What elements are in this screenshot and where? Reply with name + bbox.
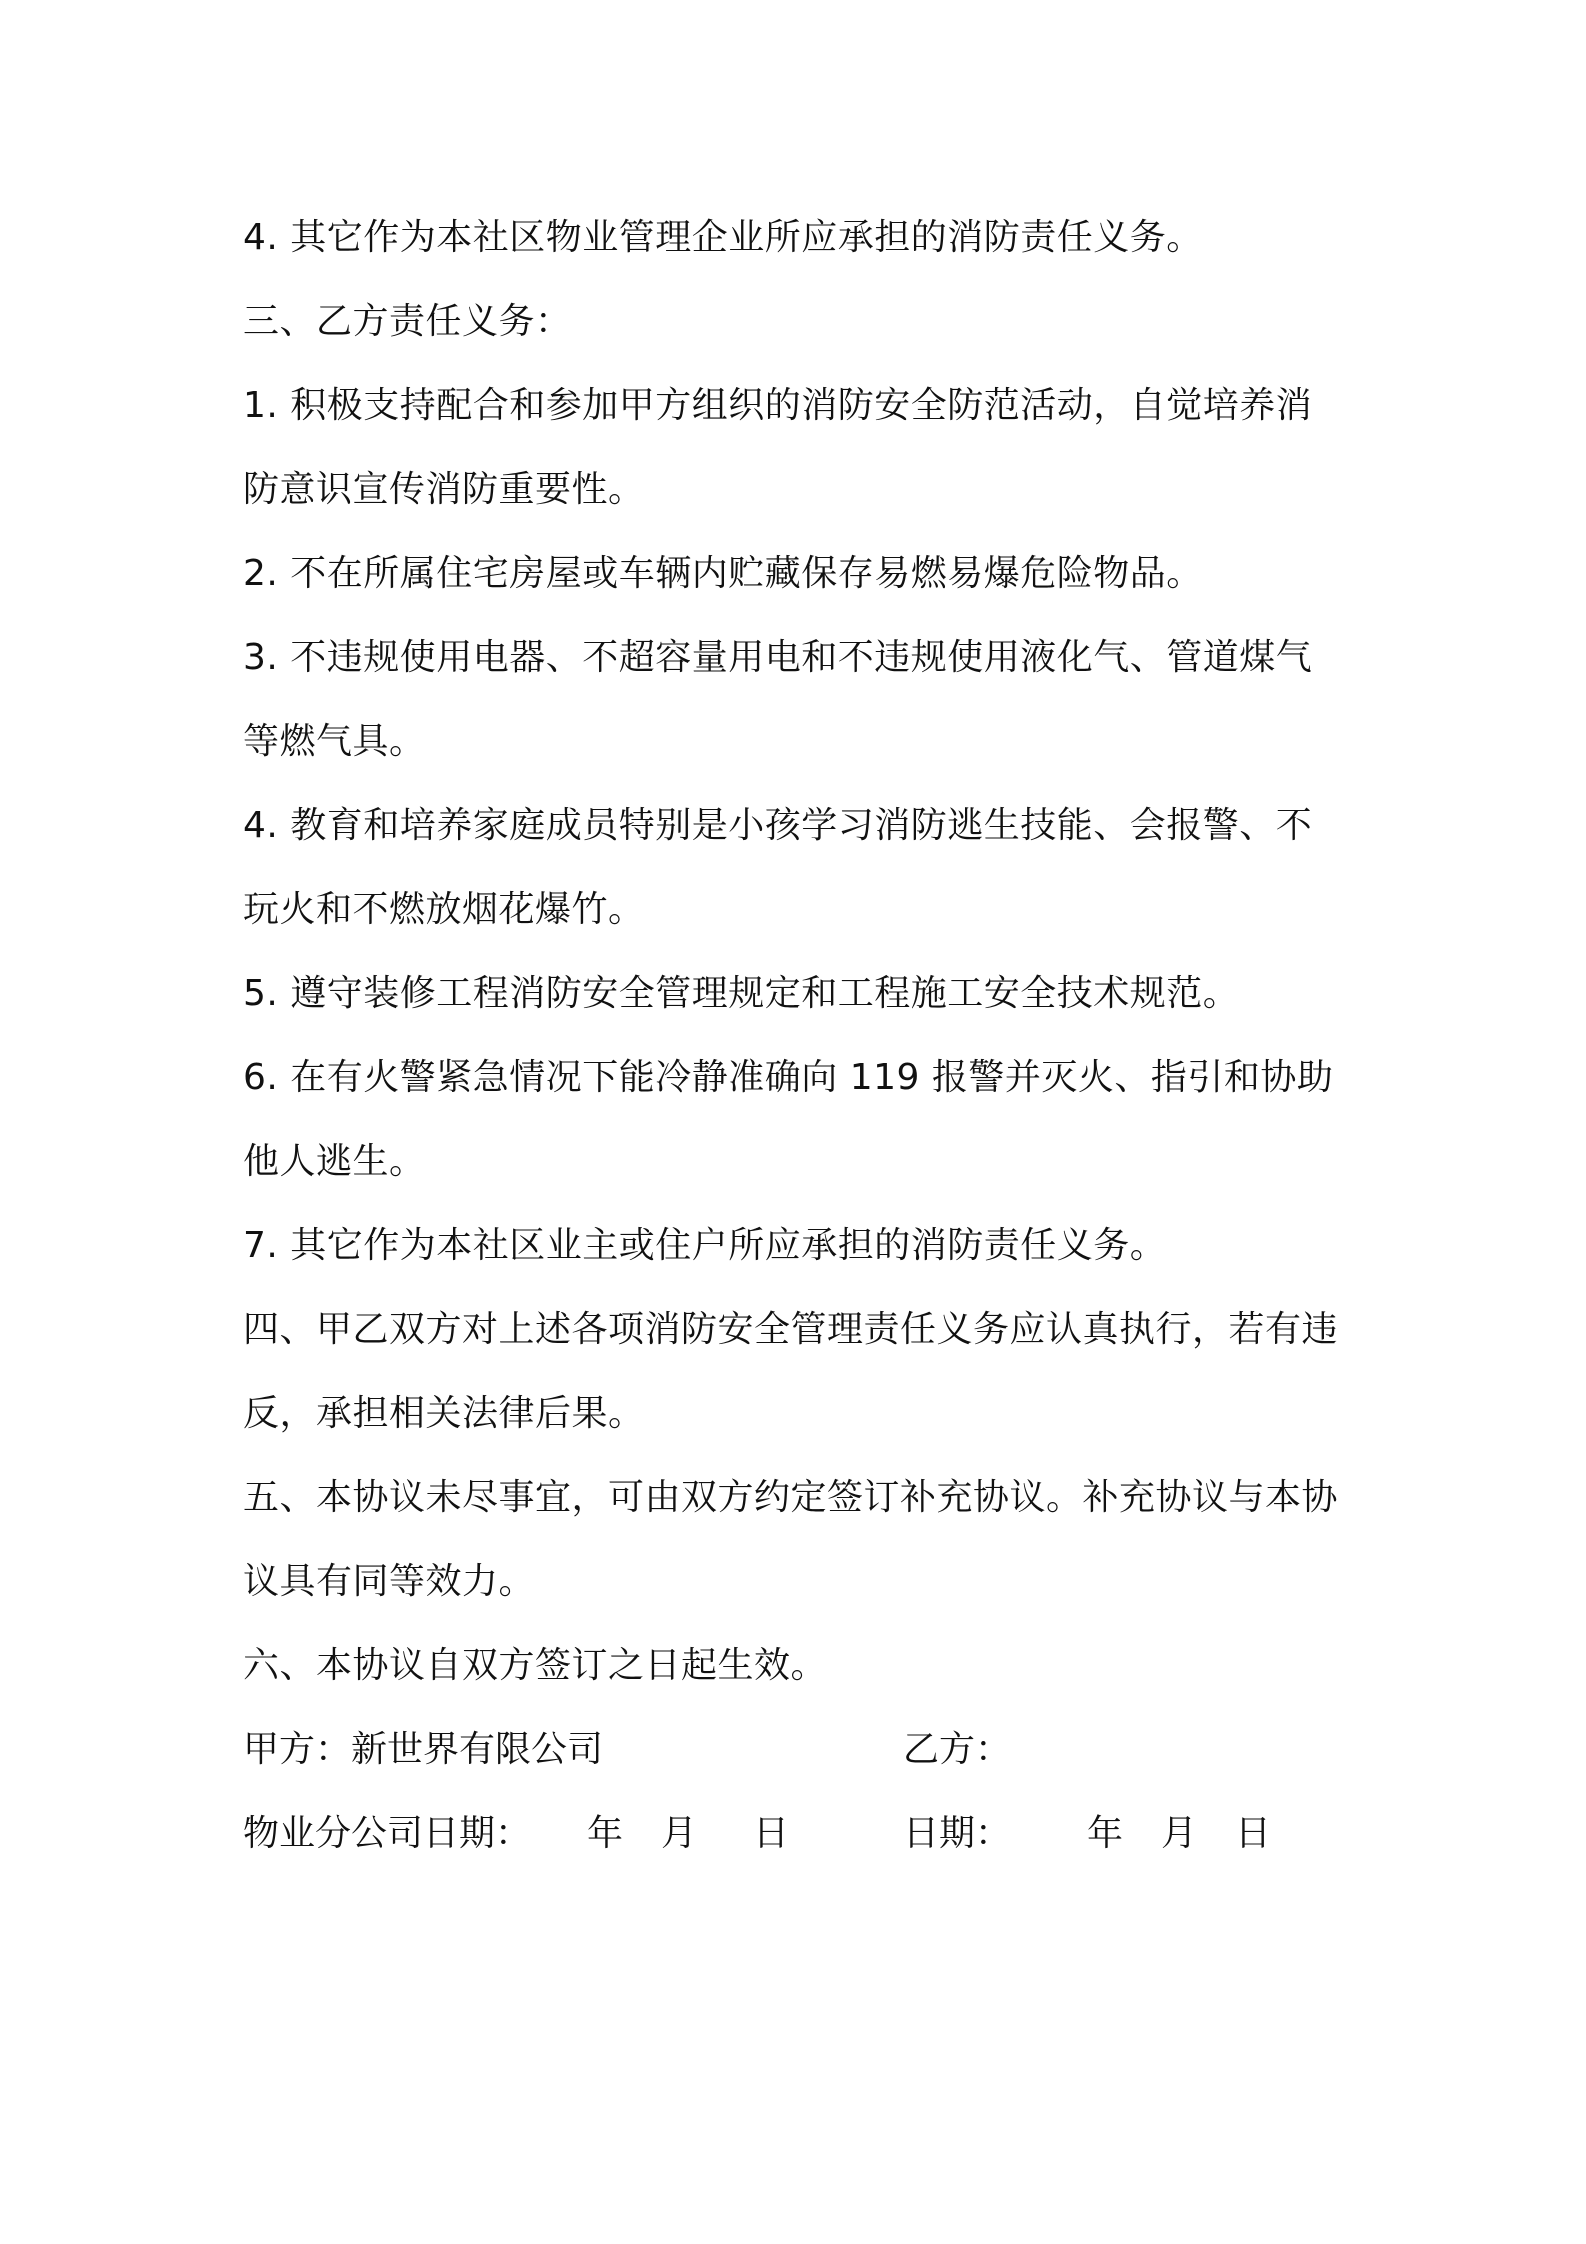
clause-line: 7. 其它作为本社区业主或住户所应承担的消防责任义务。 [243,1225,1167,1266]
party-b-month: 月 [1161,1813,1198,1854]
clause-line: 玩火和不燃放烟花爆竹。 [243,889,645,930]
signature-dates-row [243,1792,1363,1876]
party-b-day: 日 [1235,1813,1272,1854]
clause-line: 5. 遵守装修工程消防安全管理规定和工程施工安全技术规范。 [243,973,1240,1014]
clause-line: 他人逃生。 [243,1141,426,1182]
party-a-year: 年 [587,1813,624,1854]
clause-line: 4. 其它作为本社区物业管理企业所应承担的消防责任义务。 [243,217,1203,258]
section-heading: 四、甲乙双方对上述各项消防安全管理责任义务应认真执行，若有违 [243,1309,1339,1350]
party-a-day: 日 [753,1813,790,1854]
clause-line: 防意识宣传消防重要性。 [243,469,645,510]
clause-line: 1. 积极支持配合和参加甲方组织的消防安全防范活动，自觉培养消 [243,385,1313,426]
clause-line: 反，承担相关法律后果。 [243,1393,645,1434]
party-a-date [243,1792,789,1876]
clause-line: 6. 在有火警紧急情况下能冷静准确向 119 报警并灭火、指引和协助 [243,1057,1334,1098]
section-heading: 三、乙方责任义务： [243,301,572,342]
document-body [243,196,1363,1876]
party-b-date [903,1792,1271,1876]
party-a-signature: 甲方：新世界有限公司 [243,1729,604,1770]
party-a-month: 月 [661,1813,698,1854]
party-b-date-label: 日期： [903,1813,1012,1854]
clause-line: 2. 不在所属住宅房屋或车辆内贮藏保存易燃易爆危险物品。 [243,553,1203,594]
clause-line: 4. 教育和培养家庭成员特别是小孩学习消防逃生技能、会报警、不 [243,805,1313,846]
section-heading: 六、本协议自双方签订之日起生效。 [243,1645,828,1686]
party-a-date-label: 物业分公司日期： [243,1813,532,1854]
party-b-signature: 乙方： [903,1729,1012,1770]
clause-line: 3. 不违规使用电器、不超容量用电和不违规使用液化气、管道煤气 [243,637,1313,678]
clause-line: 等燃气具。 [243,721,426,762]
signature-parties-row [243,1708,1363,1792]
clause-line: 议具有同等效力。 [243,1561,536,1602]
party-b-year: 年 [1087,1813,1124,1854]
section-heading: 五、本协议未尽事宜，可由双方约定签订补充协议。补充协议与本协 [243,1477,1339,1518]
